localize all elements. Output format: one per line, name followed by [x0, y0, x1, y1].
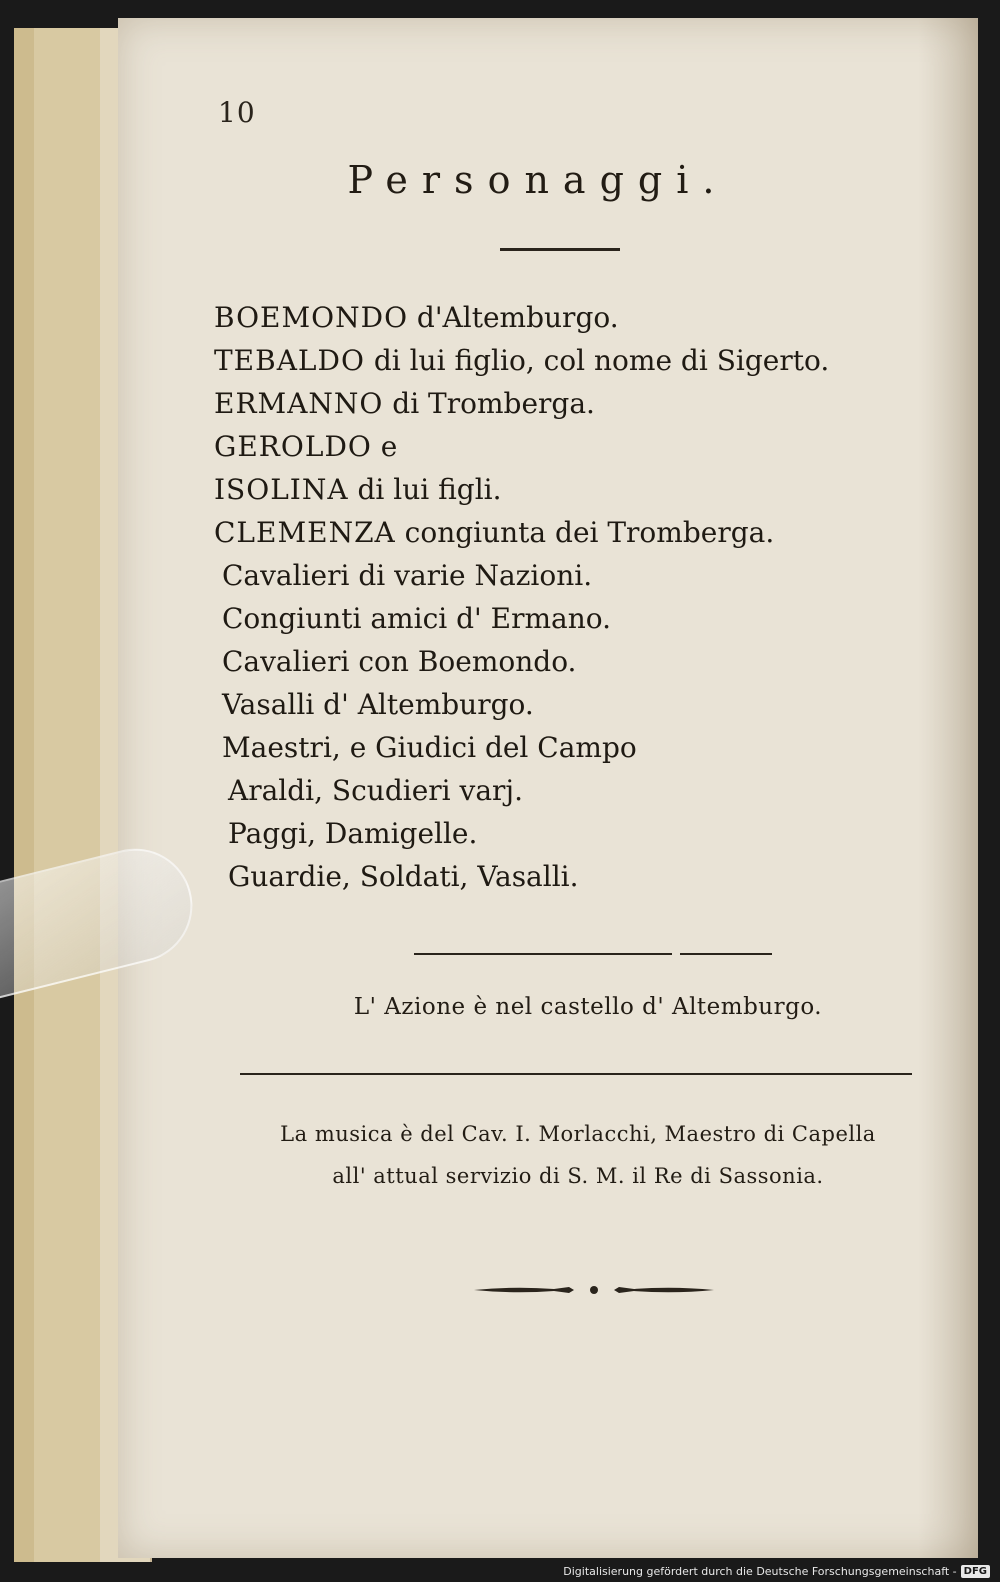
music-credit-line: La musica è del Cav. I. Morlacchi, Maestro di Capella	[280, 1122, 876, 1146]
cast-name: GEROLDO	[214, 430, 372, 463]
title-rule	[500, 248, 620, 251]
cast-name: ISOLINA	[214, 473, 349, 506]
book-page	[118, 18, 978, 1558]
cast-item	[214, 339, 934, 382]
cast-item	[214, 554, 934, 597]
cast-description: di Tromberga.	[383, 387, 595, 420]
cast-item	[214, 382, 934, 425]
cast-description: di lui figli.	[348, 473, 502, 506]
page-number: 10	[218, 96, 256, 129]
cast-item	[214, 812, 934, 855]
cast-description: Maestri, e Giudici del Campo	[222, 731, 637, 764]
page-title: Personaggi.	[347, 158, 729, 202]
cast-item	[214, 468, 934, 511]
cast-description: di lui figlio, col nome di Sigerto.	[364, 344, 830, 377]
cast-name: BOEMONDO	[214, 301, 409, 334]
long-rule	[240, 1073, 912, 1075]
cast-name: CLEMENZA	[214, 516, 396, 549]
digitization-footer	[563, 1565, 990, 1578]
cast-item	[214, 511, 934, 554]
cast-item	[214, 425, 934, 468]
cast-item	[214, 640, 934, 683]
cast-item	[214, 769, 934, 812]
cast-name: ERMANNO	[214, 387, 384, 420]
cast-description: d'Altemburgo.	[408, 301, 619, 334]
separator-rule	[414, 953, 672, 955]
cast-description: Araldi, Scudieri varj.	[228, 774, 523, 807]
music-credit-line: all' attual servizio di S. M. il Re di Sassonia.	[332, 1164, 824, 1188]
cast-description: Paggi, Damigelle.	[228, 817, 478, 850]
action-setting: L' Azione è nel castello d' Altemburgo.	[353, 994, 823, 1020]
music-credit	[228, 1113, 928, 1197]
cast-item	[214, 597, 934, 640]
separator-rule	[680, 953, 772, 955]
cast-description: Guardie, Soldati, Vasalli.	[228, 860, 579, 893]
cast-description: Cavalieri di varie Nazioni.	[222, 559, 593, 592]
dfg-logo: DFG	[961, 1565, 990, 1578]
cast-item	[214, 296, 934, 339]
cast-list	[214, 296, 934, 898]
cast-description: congiunta dei Tromberga.	[395, 516, 775, 549]
cast-description: Congiunti amici d' Ermano.	[222, 602, 611, 635]
footer-text: Digitalisierung gefördert durch die Deutsche Forschungsgemeinschaft -	[563, 1565, 957, 1578]
cast-description: e	[371, 430, 398, 463]
cast-item	[214, 726, 934, 769]
ornament-icon	[474, 1280, 714, 1300]
cast-name: TEBALDO	[214, 344, 365, 377]
cast-description: Vasalli d' Altemburgo.	[222, 688, 534, 721]
cast-item	[214, 855, 934, 898]
cast-description: Cavalieri con Boemondo.	[222, 645, 577, 678]
cast-item	[214, 683, 934, 726]
